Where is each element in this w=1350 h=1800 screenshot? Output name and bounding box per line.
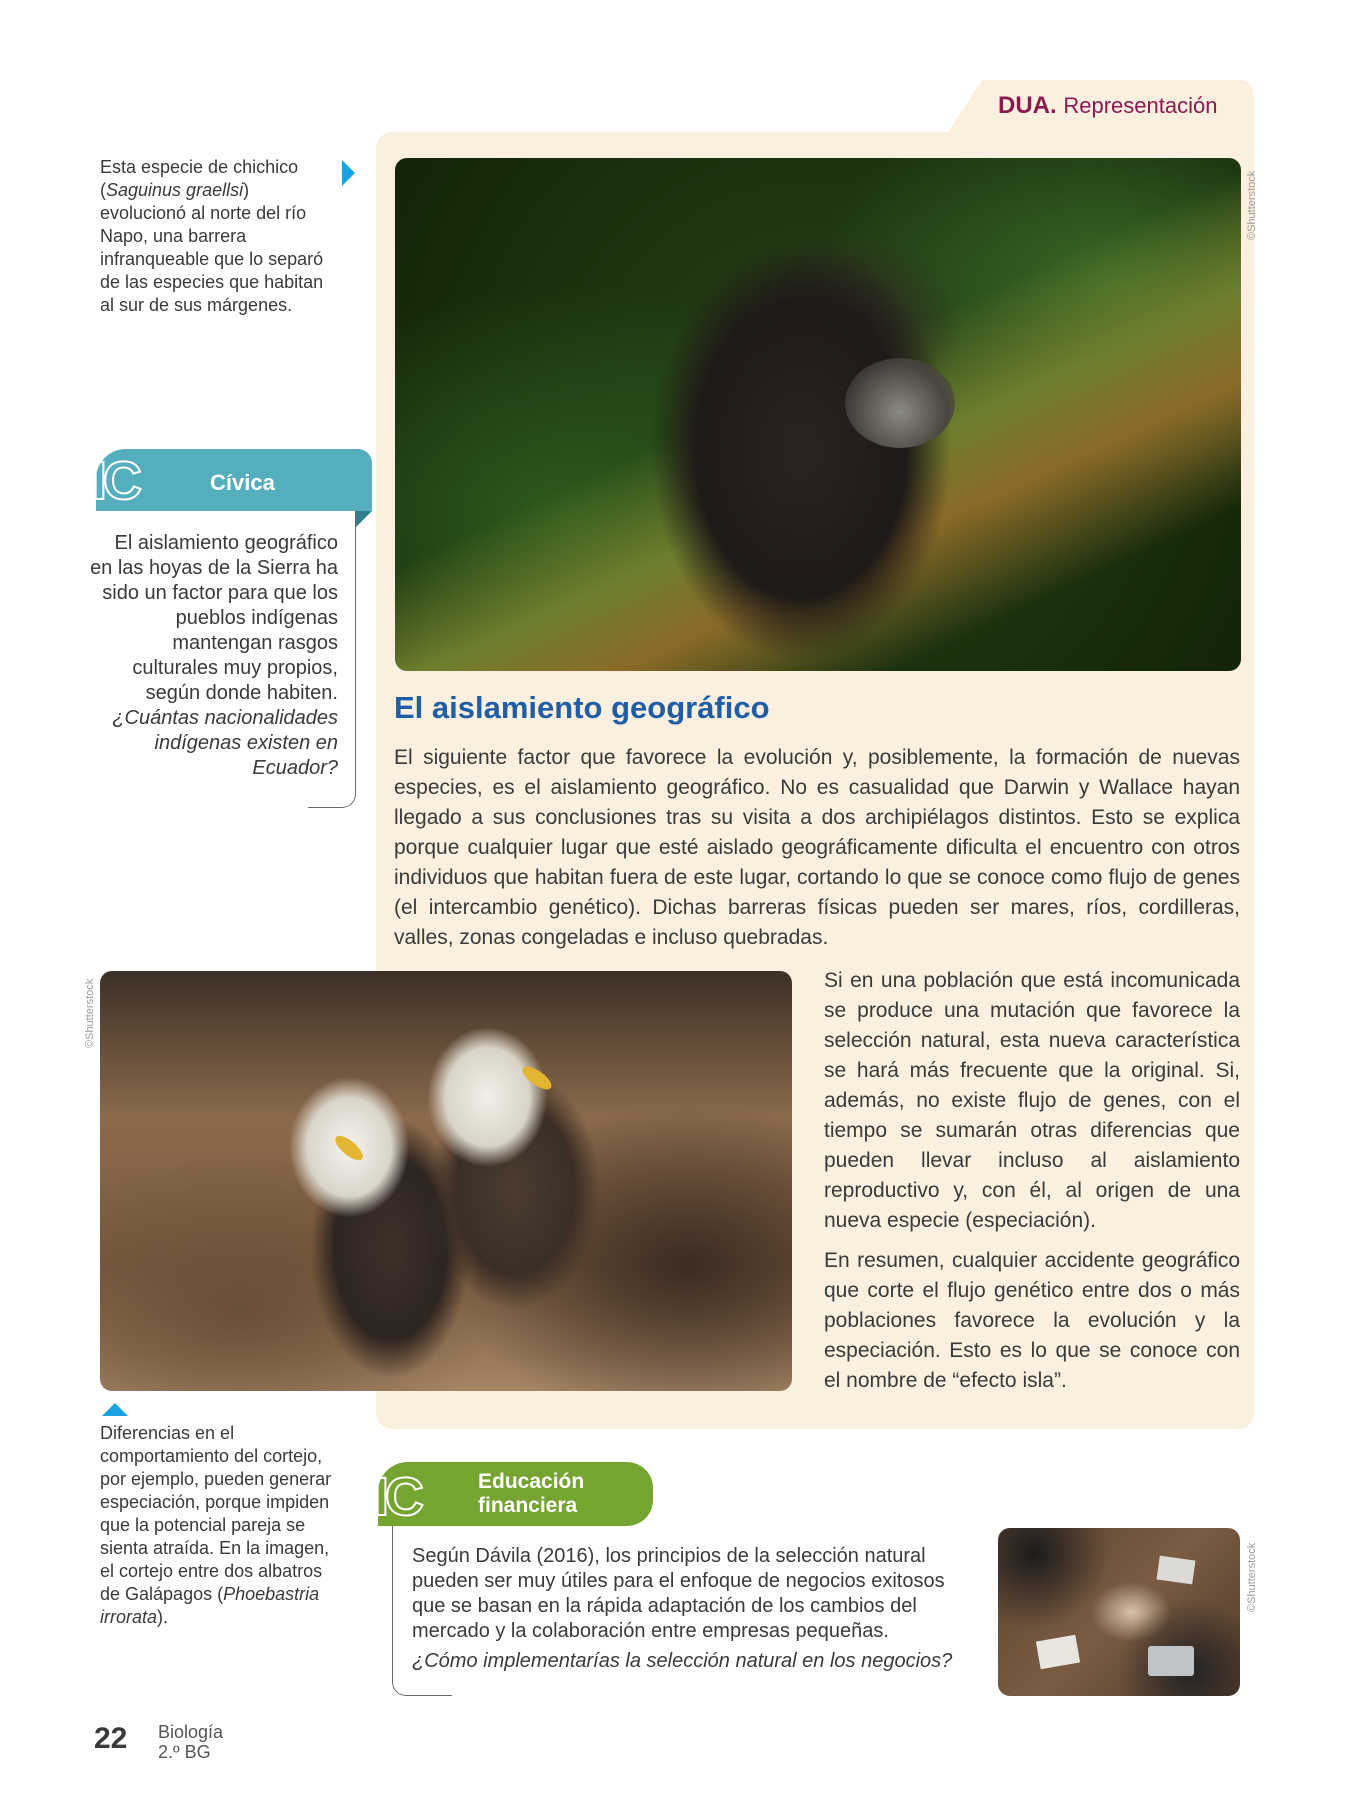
page-number: 22 (94, 1722, 128, 1755)
edu-question: ¿Cómo implementarías la selección natural en los negocios? (412, 1650, 953, 1672)
albatross-species: Phoebastria irrorata (100, 1584, 320, 1627)
monkey-caption-post: ) evolucionó al norte del río Napo, una barrera infranqueable que lo separó de las especies que habitan al sur de sus márgenes. (100, 180, 324, 315)
dua-sub: Representación (1063, 93, 1218, 118)
civica-text: El aislamiento geográfico en las hoyas de la Sierra ha sido un factor para que los pueblos indígenas mantengan rasgos culturales muy propios, según donde habiten. (90, 532, 338, 704)
monkey-face (845, 358, 955, 448)
albatross-caption-pre: Diferencias en el comportamiento del cortejo, por ejemplo, pueden generar especiación, porque impiden que la potencial pareja se sienta atraída. En la imagen, el cortejo entre dos albatros de Galápagos ( (100, 1423, 332, 1604)
albatross-caption-post: ). (157, 1607, 169, 1627)
edu-label (478, 1470, 584, 1518)
edu-label-line2: financiera (478, 1494, 578, 1517)
business-meeting-photo (998, 1528, 1240, 1696)
civica-ic-logo: IC (92, 451, 138, 511)
edu-label-line1: Educación (478, 1470, 585, 1493)
albatross-caption (100, 1422, 346, 1629)
paragraph-1: El siguiente factor que favorece la evolución y, posiblemente, la formación de nuevas especies, es el aislamiento geográfico. No es casualidad que Darwin y Wallace hayan llegado a sus conclusiones tras su visita a dos archipiélagos distintos. Esto se explica porque cualquier lugar que esté aislado geográficamente dificulta el encuentro con otros individuos que habitan fuera de este lugar, cortando lo que se conoce como flujo de genes (el intercambio genético). Dichas barreras físicas pueden ser mares, ríos, cordilleras, valles, zonas congeladas e incluso quebradas. (394, 746, 1240, 949)
monkey-caption-pre: Esta especie de chichico ( (100, 157, 299, 200)
monkey-caption (100, 156, 328, 317)
document-shape (1036, 1635, 1080, 1670)
albatross-photo (100, 971, 792, 1391)
footer-subject (158, 1722, 223, 1762)
paragraph-3: En resumen, cualquier accidente geográfico que corte el flujo genético entre dos o más poblaciones favorece la evolución y la especiación. Esto es lo que se conoce con el nombre de “efecto isla”. (824, 1249, 1240, 1392)
laptop-shape (1148, 1646, 1194, 1676)
paragraph-2: Si en una población que está incomunicada se produce una mutación que favorece la selección natural, esta nueva característica se hará más frecuente que la original. Si, además, no existe flujo de genes, con el tiempo se sumarán otras diferencias que pueden llevar incluso al aislamiento reproductivo y, con él, al origen de una nueva especie (especiación). (824, 969, 1240, 1232)
monkey-photo (395, 158, 1241, 671)
civica-label: Cívica (210, 470, 275, 495)
footer-subject-name: Biología (158, 1722, 224, 1742)
edu-ic-logo: IC (374, 1467, 420, 1527)
civica-tab-fold (356, 511, 372, 527)
monkey-species: Saguinus graellsi (106, 180, 244, 200)
footer-grade: 2.º BG (158, 1742, 211, 1762)
albatross-beak (519, 1063, 555, 1094)
caption-pointer-right-icon (342, 160, 355, 186)
business-photo-credit: ©Shutterstock (1246, 1542, 1258, 1612)
civica-body (90, 531, 338, 781)
edu-text: Según Dávila (2016), los principios de la selección natural pueden ser muy útiles para el enfoque de negocios exitosos que se basan en la rápida adaptación de los cambios del mercado y la colaboración entre empresas pequeñas. (412, 1545, 945, 1642)
document-shape (1157, 1556, 1196, 1585)
dua-label: DUA. (998, 92, 1057, 119)
dua-title (998, 92, 1217, 120)
section-heading: El aislamiento geográfico (394, 690, 770, 725)
albatross-beak (331, 1132, 366, 1165)
caption-pointer-up-icon (102, 1403, 128, 1416)
albatross-photo-credit: ©Shutterstock (84, 978, 96, 1048)
civica-question: ¿Cuántas nacionalidades indígenas existen en Ecuador? (112, 707, 338, 779)
monkey-photo-credit: ©Shutterstock (1246, 170, 1258, 240)
